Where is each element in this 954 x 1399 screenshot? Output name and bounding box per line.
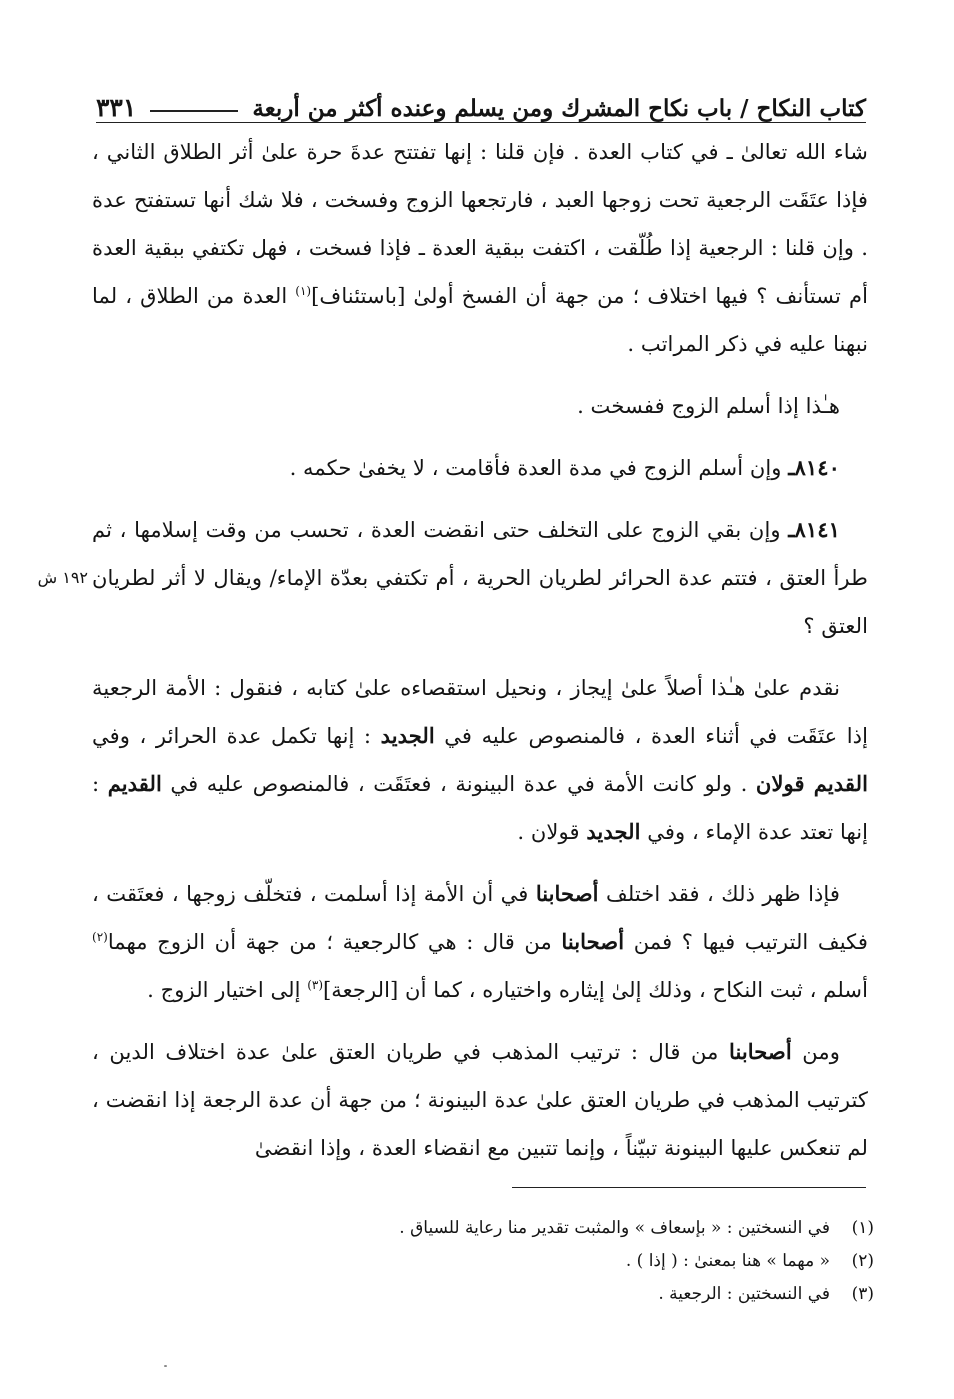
term-ashabuna: أصحابنا: [535, 881, 599, 906]
numbered-paragraph: ٨١٤١ـ وإن بقي الزوج على التخلف حتى انقضت العدة ، تحسب من وقت إسلامها ، ثم طرأ العتق ، فتتم عدة الحرائر لطريان الحرية ، أم تكتفي بعدّة الإماء/ ويقال لا أثر لطريان العتق ؟: [92, 517, 868, 638]
body-text: [92, 128, 868, 1186]
footnote-ref: (٢): [92, 929, 108, 944]
paragraph: فإذا ظهر ذلك ، فقد اختلف أصحابنا في أن الأمة إذا أسلمت ، فتخلّف زوجها ، فعتَقت ، فكيف الترتيب فيها ؟ فمن أصحابنا من قال : هي كالرجعية ؛ من جهة أن الزوج مهما$^{(٢)}$ أسلم ، ثبت النكاح ، وذلك إلىٰ إيثاره واختياره ، كما أن [الرجعة]$^{(٣)}$ إلى اختيار الزوج .: [92, 881, 868, 1002]
page-number: ٣٣١: [96, 93, 137, 122]
running-title: كتاب النكاح / باب نكاح المشرك ومن يسلم وعنده أكثر من أربعة: [252, 95, 866, 122]
term-old-madhhab: القديم قولان: [755, 771, 868, 796]
footnote-text: في النسختين : الرجعية .: [658, 1284, 830, 1304]
footnote-number: (٣): [851, 1284, 874, 1304]
footnote-text: في النسختين : « بإسعاف » والمثبت تقدير منا رعاية للسياق .: [399, 1218, 830, 1238]
paragraph: هـٰذا إذا أسلم الزوج ففسخت .: [577, 393, 840, 418]
paragraph: ومن أصحابنا من قال : ترتيب المذهب في طريان العتق علىٰ عدة اختلاف الدين ، كترتيب المذهب في طريان العتق علىٰ عدة البينونة ؛ من جهة أن عدة الرجعة إذا انقضت ، لم تنعكس عليها البينونة تبيّناً ، وإنما تتبين مع انقضاء العدة ، وإذا انقضىٰ: [92, 1039, 868, 1160]
footnote: [300, 1212, 874, 1245]
margin-manuscript-ref: ١٩٢ ش: [37, 568, 88, 587]
term-ashabuna: أصحابنا: [729, 1039, 792, 1064]
paragraph-continuation: شاء الله تعالىٰ ـ في كتاب العدة . فإن قلنا : إنها تفتتح عدةَ حرة علىٰ أثر الطلاق الثاني ، فإذا عتَقَت الرجعية تحت زوجها العبد ، فارتجعها الزوج وفسخت ، فلا شك أنها تستفتح عدة . وإن قلنا : الرجعية إذا طُلّقت ، اكتفت ببقية العدة ـ فإذا فسخت ، فهل تكتفي ببقية العدة أم تستأنف ؟ فيها اختلاف ؛ من جهة أن الفسخ أولىٰ [باستئناف]$^{(١)}$ العدة من الطلاق ، لما نبهنا عليه في ذكر المراتب .: [92, 139, 868, 356]
footnotes: [300, 1212, 874, 1311]
scan-speck: [164, 1365, 167, 1367]
paragraph-number: ٨١٤١ـ: [788, 517, 840, 542]
footnote: [300, 1245, 874, 1278]
footnote-number: (٢): [851, 1251, 874, 1271]
term-old-madhhab: القديم: [107, 771, 162, 796]
footnote-ref: (١): [295, 283, 312, 298]
footnote-divider: [512, 1187, 866, 1188]
term-ashabuna: أصحابنا: [561, 929, 625, 954]
running-header: [96, 82, 866, 123]
footnote: [300, 1278, 874, 1311]
term-new-madhhab: الجديد: [586, 819, 641, 844]
paragraph: نقدم علىٰ هـٰذا أصلاً علىٰ إيجاز ، ونحيل استقصاءه علىٰ كتابه ، فنقول : الأمة الرجعية إذا عتَقَت في أثناء العدة ، فالمنصوص عليه في الجديد : إنها تكمل عدة الحرائر ، وفي القديم قولان . ولو كانت الأمة في عدة البينونة ، فعتَقَت ، فالمنصوص عليه في القديم : إنها تعتد عدة الإماء ، وفي الجديد قولان .: [92, 675, 868, 844]
footnote-text: « مهما » هنا بمعنىٰ : ( إذا ) .: [625, 1251, 830, 1271]
footnote-ref: (٣): [307, 977, 324, 992]
numbered-paragraph: ٨١٤٠ـ وإن أسلم الزوج في مدة العدة فأقامت ، لا يخفىٰ حكمه .: [289, 455, 840, 480]
header-dash: [150, 110, 238, 112]
term-new-madhhab: الجديد: [380, 723, 435, 748]
paragraph-number: ٨١٤٠ـ: [788, 455, 840, 480]
footnote-number: (١): [851, 1218, 874, 1238]
